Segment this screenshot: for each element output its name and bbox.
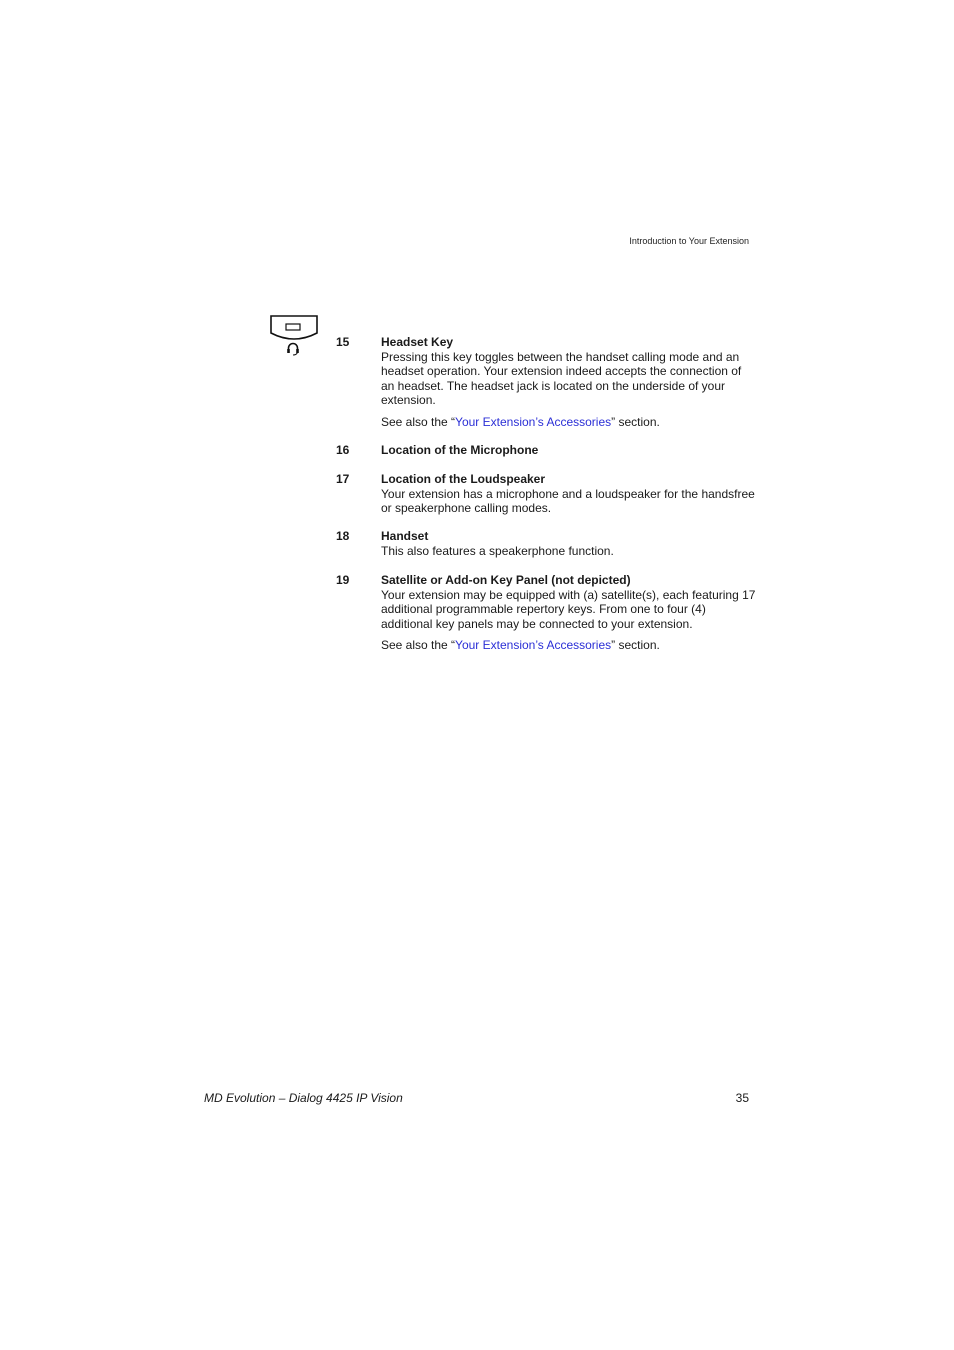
item-title: Location of the Loudspeaker bbox=[381, 472, 546, 486]
accessories-link[interactable]: Your Extension’s Accessories bbox=[455, 638, 612, 652]
item-title: Location of the Microphone bbox=[381, 443, 539, 457]
item-number: 15 bbox=[336, 335, 350, 349]
item-number: 17 bbox=[336, 472, 350, 486]
see-also-suffix: ” section. bbox=[611, 638, 660, 652]
item-description: Your extension may be equipped with (a) satellite(s), each featuring 17 additional programmable repertory keys. From one to four (4) additional key panels may be connected to your extension. bbox=[381, 587, 756, 631]
item-15 bbox=[336, 335, 756, 429]
item-16 bbox=[336, 443, 756, 458]
item-19 bbox=[336, 573, 756, 653]
see-also-prefix: See also the “ bbox=[381, 638, 456, 652]
item-description: This also features a speakerphone function. bbox=[381, 543, 614, 558]
item-title: Handset bbox=[381, 529, 429, 543]
item-title: Headset Key bbox=[381, 335, 454, 349]
item-18 bbox=[336, 529, 756, 558]
running-header: Introduction to Your Extension bbox=[629, 236, 749, 246]
item-number: 16 bbox=[336, 443, 350, 457]
see-also bbox=[381, 638, 756, 653]
see-also-suffix: ” section. bbox=[611, 414, 660, 429]
see-also bbox=[381, 415, 756, 430]
item-number: 18 bbox=[336, 529, 350, 543]
item-title: Satellite or Add-on Key Panel (not depicted) bbox=[381, 573, 631, 587]
accessories-link[interactable]: Your Extension’s Accessories bbox=[455, 414, 612, 429]
item-number: 19 bbox=[336, 573, 350, 587]
see-also-prefix: See also the “ bbox=[381, 414, 456, 429]
item-description: Pressing this key toggles between the handset calling mode and an headset operation. Your extension indeed accepts the connection of an headset. The headset jack is located on the underside of your extension. bbox=[381, 349, 742, 407]
headset-key-icon bbox=[268, 313, 320, 357]
item-description: Your extension has a microphone and a loudspeaker for the handsfree or speakerphone calling modes. bbox=[381, 486, 755, 515]
footer-title: MD Evolution – Dialog 4425 IP Vision bbox=[204, 1091, 403, 1105]
page-number: 35 bbox=[735, 1091, 749, 1105]
item-17 bbox=[336, 472, 756, 516]
